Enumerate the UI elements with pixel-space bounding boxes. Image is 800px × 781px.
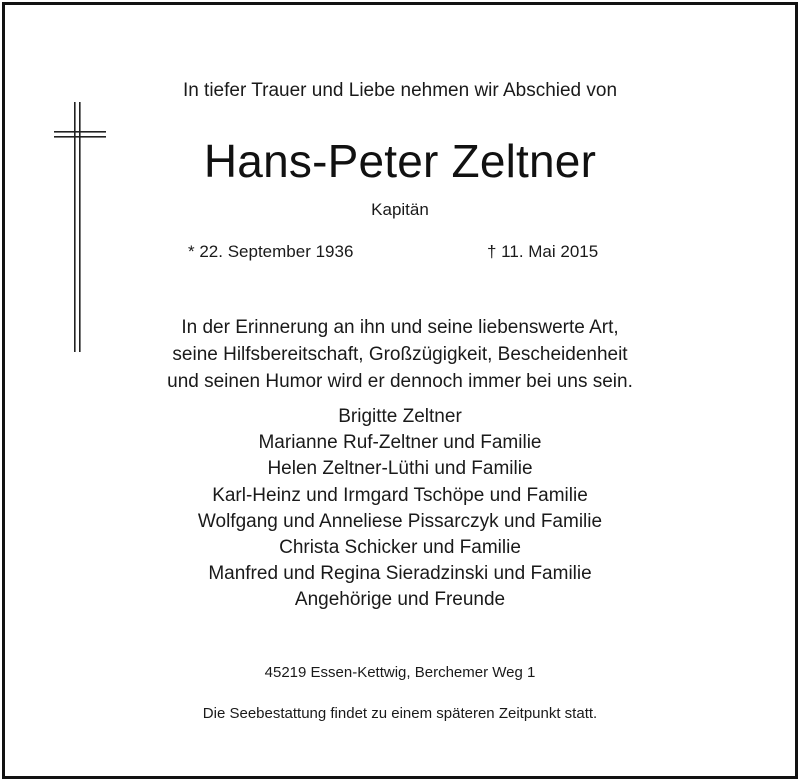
verse-line: und seinen Humor wird er dennoch immer bei uns sein. [167,371,633,392]
mourner-entry: Brigitte Zeltner [338,406,462,427]
death-date: † 11. Mai 2015 [487,242,599,261]
birth-date: * 22. September 1936 [188,242,354,261]
mourner-entry: Manfred und Regina Sieradzinski und Familie [208,563,592,585]
family-address: 45219 Essen-Kettwig, Berchemer Weg 1 [264,664,536,681]
mourner-entry: Karl-Heinz und Irmgard Tschöpe und Familie [212,484,588,506]
mourner-entry: Angehörige und Freunde [294,589,506,611]
mourner-entry: Helen Zeltner-Lüthi und Familie [267,458,533,480]
verse-line: seine Hilfsbereitschaft, Großzügigkeit, Bescheidenheit [172,344,628,365]
mourner-entry: Marianne Ruf-Zeltner und Familie [258,432,542,454]
intro-text: In tiefer Trauer und Liebe nehmen wir Abschied von [182,80,618,101]
verse-line: In der Erinnerung an ihn und seine liebenswerte Art, [181,317,619,338]
burial-note: Die Seebestattung findet zu einem späteren Zeitpunkt statt. [202,705,598,722]
mourner-entry: Wolfgang und Anneliese Pissarczyk und Familie [197,510,603,532]
mourner-entry: Christa Schicker und Familie [279,537,521,559]
deceased-title: Kapitän [371,200,429,219]
mourners-list [0,404,800,614]
deceased-name: Hans-Peter Zeltner [203,135,597,187]
memorial-verse [0,314,800,395]
